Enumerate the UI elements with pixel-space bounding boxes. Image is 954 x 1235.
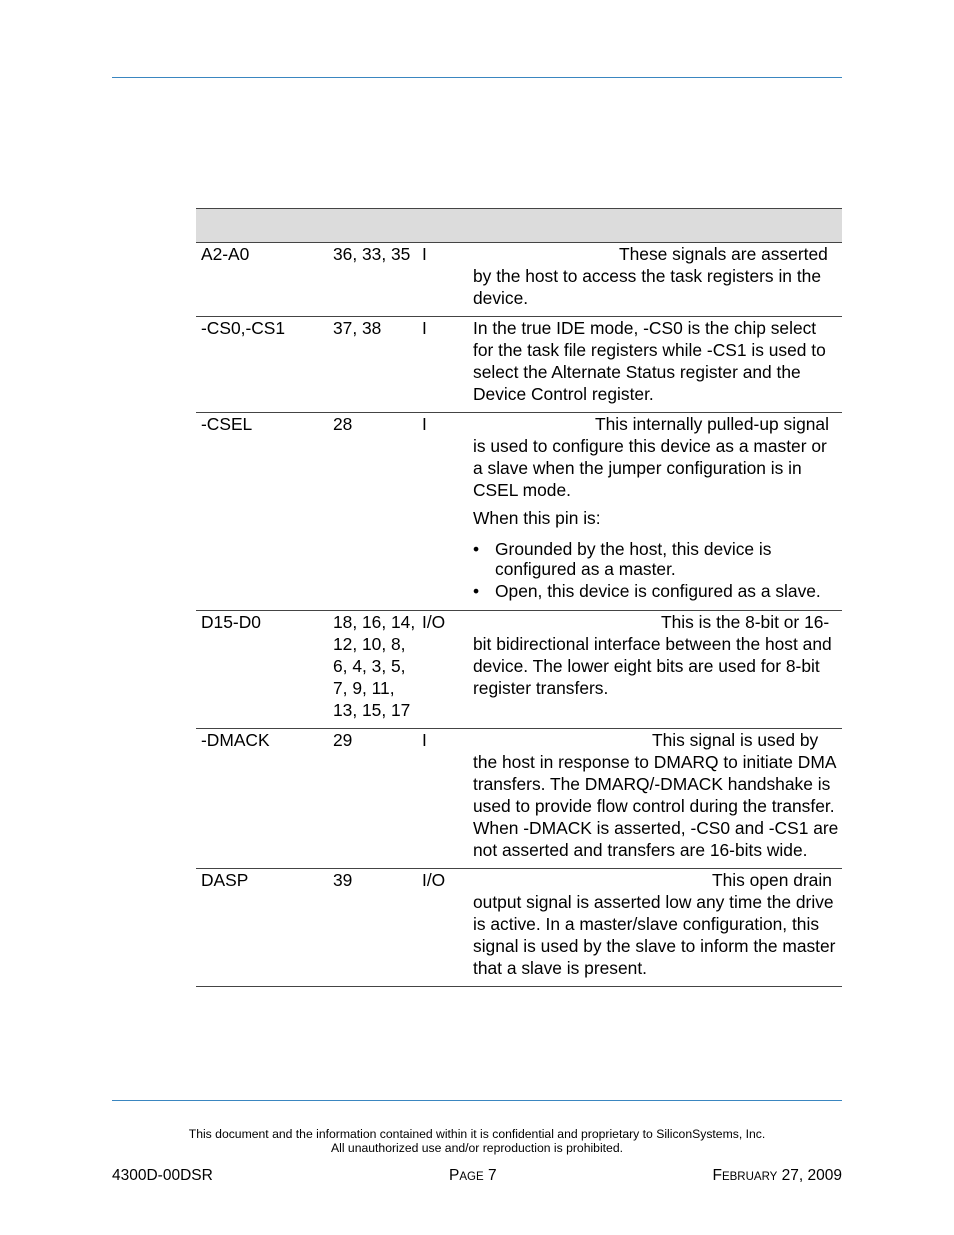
signal-name: -CSEL: [196, 413, 328, 611]
signal-type: I: [417, 729, 472, 869]
signal-type: I/O: [417, 611, 472, 729]
description-lead: This open: [712, 870, 789, 890]
table-row: [196, 611, 842, 729]
signal-name: DASP: [196, 869, 328, 987]
signal-type: I: [417, 243, 472, 317]
signal-name: A2-A0: [196, 243, 328, 317]
table-row: [196, 243, 842, 317]
header-rule: [112, 77, 842, 78]
signal-type: I: [417, 413, 472, 611]
signal-type: I: [417, 317, 472, 413]
list-item: [473, 581, 840, 601]
page-label-cap: P: [449, 1167, 460, 1184]
header-cell-description: [472, 209, 842, 243]
description-bullet-list: [473, 539, 840, 601]
pin-numbers: 36, 33, 35: [328, 243, 417, 317]
description-lead: This signal is used by: [652, 730, 819, 750]
table-header-row: [196, 209, 842, 243]
description-text: 16-bit bidirectional interface between the host and device. The lower eight bits are used for 8-bit register transfers.: [473, 612, 832, 698]
date-cap: F: [712, 1167, 722, 1184]
table-row: [196, 317, 842, 413]
pin-numbers: 29: [328, 729, 417, 869]
signal-name: -CS0,-CS1: [196, 317, 328, 413]
page-number-value: 7: [487, 1167, 497, 1184]
list-item-text: Grounded by the host, this device is configured as a master.: [495, 539, 772, 579]
signal-description: [472, 611, 842, 729]
document-number: 4300D-00DSR: [112, 1167, 213, 1184]
page-label-rest: AGE: [459, 1171, 484, 1183]
date-rest: EBRUARY: [721, 1171, 778, 1183]
notice-line: All unauthorized use and/or reproduction is prohibited.: [330, 1141, 623, 1155]
pin-numbers: 28: [328, 413, 417, 611]
signal-name: D15-D0: [196, 611, 328, 729]
signal-type: I/O: [417, 869, 472, 987]
page-number: [449, 1167, 497, 1186]
description-text: the host in response to DMARQ to initiate DMA transfers. The DMARQ/-DMACK handshake is used to provide flow control during the transfer. When -DMACK is asserted, -CS0 and -CS1 are not asserted and transfers are 16-bits wide.: [473, 752, 839, 860]
header-cell-pins: [328, 209, 417, 243]
description-lead: This is the 8-bit or: [661, 612, 800, 632]
header-cell-type: [417, 209, 472, 243]
bullet-icon: •: [473, 539, 480, 559]
signal-description: [472, 869, 842, 987]
description-paragraph: [473, 413, 840, 501]
list-item-text: Open, this device is configured as a slave.: [495, 581, 821, 601]
table-row: [196, 729, 842, 869]
table-row: [196, 413, 842, 611]
description-text: signal is used to configure this device as a master or a slave when the jumper configuration is in CSEL mode.: [473, 414, 829, 500]
signal-description: [472, 729, 842, 869]
header-cell-signal: [196, 209, 328, 243]
bullet-icon: •: [473, 581, 480, 601]
signal-description: [472, 317, 842, 413]
signal-description-table: [196, 208, 842, 987]
list-item: [473, 539, 840, 579]
description-lead: These signals are: [619, 244, 757, 264]
footer-rule: [112, 1100, 842, 1101]
document-date: [712, 1167, 842, 1186]
signal-description: [472, 413, 842, 611]
date-tail: 27, 2009: [781, 1167, 842, 1184]
table-row: [196, 869, 842, 987]
pin-numbers: 39: [328, 869, 417, 987]
description-paragraph: When this pin is:: [473, 508, 601, 528]
confidentiality-notice: [0, 1127, 954, 1155]
pin-numbers: 18, 16, 14, 12, 10, 8, 6, 4, 3, 5, 7, 9, 11, 13, 15, 17: [328, 611, 417, 729]
signal-name: -DMACK: [196, 729, 328, 869]
signal-description: [472, 243, 842, 317]
description-text: asserted by the host to access the task registers in the device.: [473, 244, 828, 308]
description-text: drain output signal is asserted low any time the drive is active. In a master/slave configuration, this signal is used by the slave to inform the master that a slave is present.: [473, 870, 836, 978]
description-text: In the true IDE mode, -CS0 is the chip select for the task file registers while -CS1 is used to select the Alternate Status register and the Device Control register.: [473, 318, 826, 404]
pin-numbers: 37, 38: [328, 317, 417, 413]
description-lead: This internally pulled-up: [595, 414, 779, 434]
notice-line: This document and the information contained within it is confidential and proprietary to SiliconSystems, Inc.: [188, 1127, 766, 1141]
